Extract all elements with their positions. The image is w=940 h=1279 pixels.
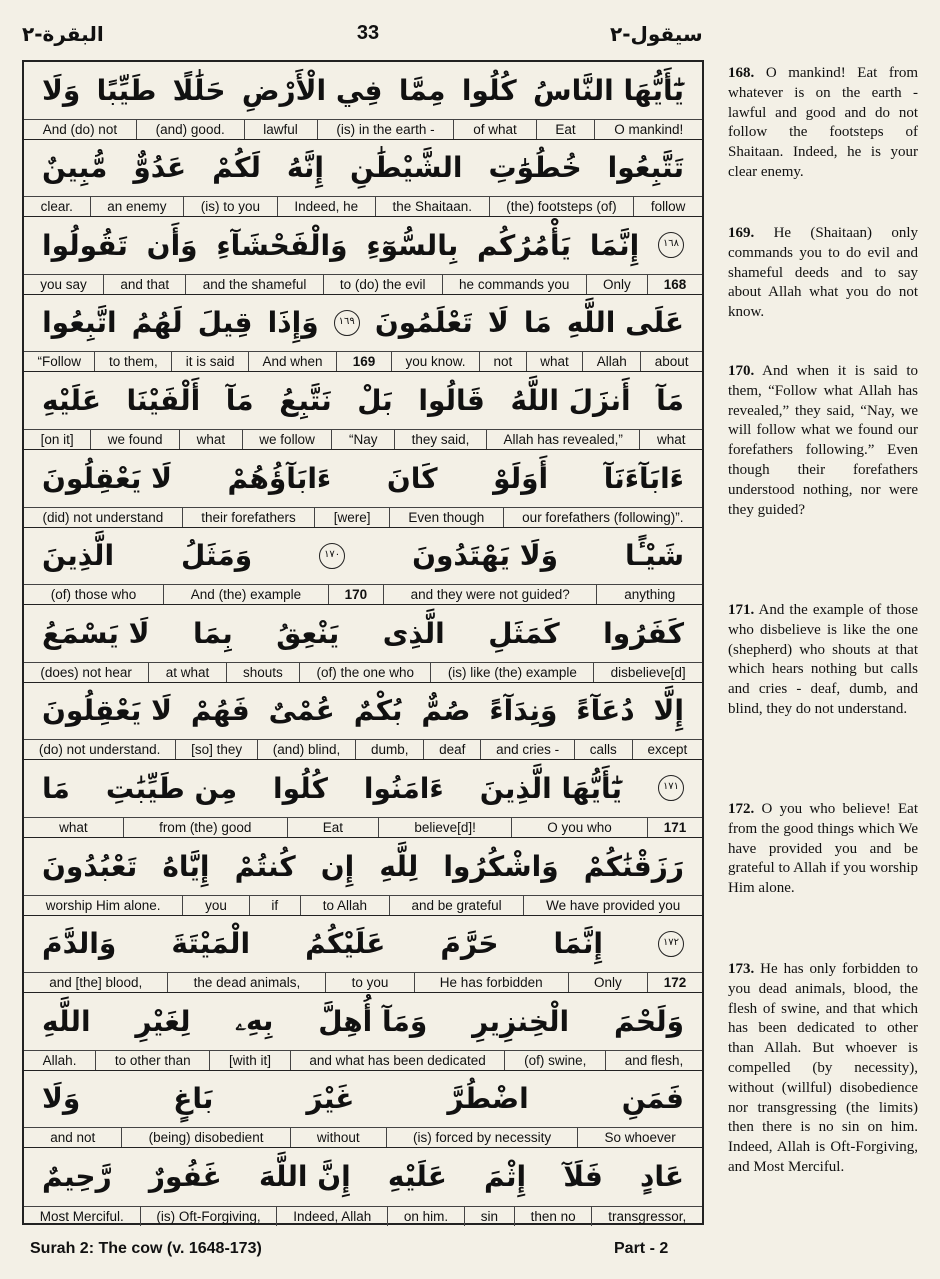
verse-block <box>24 450 702 528</box>
arabic-line <box>24 760 702 816</box>
word-meaning-cell: believe[d]! <box>378 818 511 837</box>
verse-block <box>24 760 702 838</box>
word-meaning-cell: he commands you <box>442 275 586 294</box>
word-meaning-cell: (of) swine, <box>504 1051 605 1070</box>
arabic-word: مَا <box>523 306 552 340</box>
translation-row <box>24 817 702 837</box>
arabic-word: إِنَّمَا <box>589 228 640 262</box>
word-meaning-cell: (and) good. <box>136 120 244 139</box>
word-meaning-cell: (do) not understand. <box>38 742 161 758</box>
word-meaning-cell: you know. <box>391 352 479 371</box>
translation-row <box>24 662 702 682</box>
verse-text: He has only forbidden to you dead animals, blood, the flesh of swine, and that which has been dedicated to other than Allah. But whoever is compelled (by necessity), without (willful) disobedience nor transgressing (the limits) then there is no sin on him. Indeed, Allah is Oft-Forgiving, and Most Merciful. <box>728 961 918 1175</box>
arabic-word: كُلُوا <box>273 771 328 805</box>
arabic-line <box>24 683 702 739</box>
translation-row <box>24 584 702 604</box>
verse-translation <box>728 800 918 899</box>
word-meaning-cell: of what <box>453 120 535 139</box>
arabic-word: الَّذِينَ <box>42 539 115 573</box>
verse-block <box>24 140 702 218</box>
arabic-line <box>24 528 702 584</box>
word-meaning-cell: it is said <box>171 352 248 371</box>
arabic-word: يَنْعِقُ <box>276 616 340 650</box>
arabic-word: كَانَ <box>386 461 438 495</box>
verse-number: 170. <box>728 363 755 379</box>
arabic-word: لِلَّهِ <box>379 849 419 883</box>
arabic-word: تَعْلَمُونَ <box>374 306 473 340</box>
arabic-word: وَلَا <box>42 1082 81 1116</box>
arabic-word: بَاغٍ <box>173 1082 214 1116</box>
arabic-word: وَلَا يَهْتَدُونَ <box>412 539 558 573</box>
word-meaning-cell: Indeed, Allah <box>276 1207 387 1226</box>
word-meaning-cell: Only <box>586 275 647 294</box>
word-meaning-cell: (and) blind, <box>257 740 355 759</box>
arabic-word: مَآ <box>225 383 254 417</box>
arabic-word: إِثْمَ <box>484 1159 527 1193</box>
arabic-word: عَادٍ <box>639 1159 684 1193</box>
arabic-line <box>24 605 702 661</box>
verse-number: 168. <box>728 65 755 81</box>
word-meaning-cell: dumb, <box>355 740 423 759</box>
word-meaning-cell: at what <box>148 663 225 682</box>
word-meaning-cell: O mankind! <box>594 120 702 139</box>
word-meaning-cell: “Follow <box>37 354 81 370</box>
word-meaning-cell: [so] they <box>175 740 257 759</box>
arabic-word: لَا يَسْمَعُ <box>42 616 150 650</box>
word-meaning-cell: and cries - <box>480 740 574 759</box>
arabic-word: بَلْ <box>357 383 393 417</box>
arabic-word: طَيِّبًا <box>96 73 157 107</box>
word-meaning-cell: [with it] <box>209 1051 289 1070</box>
verse-text: He (Shaitaan) only commands you to do evil and shameful deeds and to say about Allah what you do not know. <box>728 225 918 321</box>
verse-number-cell: 169 <box>336 352 391 371</box>
verse-translation <box>728 601 918 720</box>
arabic-word: فَلَآ <box>563 1159 603 1193</box>
translation-row <box>24 351 702 371</box>
translation-row <box>24 739 702 759</box>
arabic-word: ءَابَآؤُهُمْ <box>227 461 332 495</box>
word-meaning-cell: Allah has revealed,” <box>486 430 639 449</box>
word-meaning-cell: to Allah <box>300 896 389 915</box>
arabic-word: الْمَيْتَةَ <box>171 927 251 961</box>
arabic-word: فَهُمْ <box>190 694 250 728</box>
word-meaning-cell: shouts <box>226 663 300 682</box>
arabic-word: رَّحِيمٌ <box>42 1159 112 1193</box>
arabic-word: مِمَّا <box>398 73 446 107</box>
word-meaning-cell: We have provided you <box>523 896 702 915</box>
arabic-word: لِغَيْرِ <box>135 1004 191 1038</box>
word-meaning-cell: to them, <box>94 352 171 371</box>
word-meaning-cell: to you <box>325 973 413 992</box>
word-meaning-cell: (is) forced by necessity <box>386 1128 577 1147</box>
verse-text: And when it is said to them, “Follow what Allah has revealed,” they said, “Nay, we will follow what we found our forefathers following.” Even though their forefathers understood nothing, nor were they guided? <box>728 363 918 518</box>
arabic-word: لَهُمُ <box>131 306 183 340</box>
arabic-word: لَا <box>487 306 509 340</box>
translation-row <box>24 895 702 915</box>
arabic-word: يَأْمُرُكُم <box>477 228 572 262</box>
translation-row <box>24 119 702 139</box>
verse-number-cell: 171 <box>647 818 702 837</box>
arabic-word: اضْطُرَّ <box>447 1082 529 1116</box>
verse-block <box>24 1148 702 1226</box>
word-meaning-cell: the dead animals, <box>167 973 325 992</box>
word-meaning-cell: [on it] <box>40 431 74 447</box>
arabic-word: وَإِذَا <box>267 306 319 340</box>
word-meaning-cell: to (do) the evil <box>323 275 442 294</box>
arabic-word: شَيْـًٔا <box>624 539 684 573</box>
verse-block <box>24 62 702 140</box>
arabic-word: فَمَنِ <box>621 1082 684 1116</box>
word-meaning-cell: (being) disobedient <box>121 1128 289 1147</box>
verse-text: And the example of those who disbelieve is like the one (shepherd) who shouts at that which hears nothing but calls and cries - deaf, dumb, and blind, they do not understand. <box>728 602 918 717</box>
word-meaning-cell: disbelieve[d] <box>593 663 702 682</box>
word-meaning-cell: not <box>479 352 526 371</box>
word-meaning-cell: O you who <box>511 818 647 837</box>
arabic-word: مَا <box>42 771 70 805</box>
arabic-word: إِلَّا <box>653 694 684 728</box>
part-number: Part - 2 <box>614 1240 669 1257</box>
word-meaning-cell: we follow <box>242 430 332 449</box>
word-meaning-cell: you <box>182 896 248 915</box>
arabic-word: قَالُوا <box>418 383 485 417</box>
arabic-word: أَنزَلَ اللَّهُ <box>510 383 631 417</box>
verse-block <box>24 217 702 295</box>
word-meaning-cell: on him. <box>387 1207 464 1226</box>
ayah-number-marker: ١٧٠ <box>319 543 345 569</box>
verse-number-cell: 172 <box>647 973 702 992</box>
arabic-word: بِهِۦ <box>235 1004 274 1038</box>
word-meaning-cell: transgressor, <box>591 1207 702 1226</box>
word-meaning-cell: except <box>632 740 702 759</box>
arabic-word: اتَّبِعُوا <box>42 306 117 340</box>
arabic-word: وَلَحْمَ <box>613 1004 684 1038</box>
arabic-word: عَلَيْكُمُ <box>305 927 386 961</box>
word-meaning-cell: (is) in the earth - <box>317 120 454 139</box>
word-meaning-cell: then no <box>514 1207 592 1226</box>
word-meaning-cell: Indeed, he <box>277 197 375 216</box>
word-meaning-cell: you say <box>40 276 87 292</box>
verse-text: O mankind! Eat from whatever is on the earth - lawful and good and do not follow the footsteps of Shaitaan. Indeed, he is your clear enemy. <box>728 65 919 180</box>
word-meaning-cell: And when <box>248 352 336 371</box>
word-meaning-cell: Eat <box>536 120 595 139</box>
arabic-word: عَلَى اللَّهِ <box>566 306 684 340</box>
word-meaning-cell: and be grateful <box>389 896 524 915</box>
verse-block <box>24 1071 702 1149</box>
arabic-word: أَوَلَوْ <box>493 461 549 495</box>
verse-number-cell: 168 <box>647 275 702 294</box>
word-by-word-grid <box>22 60 704 1225</box>
arabic-word: وَاشْكُرُوا <box>443 849 559 883</box>
arabic-word: مِن طَيِّبَٰتِ <box>105 771 238 805</box>
arabic-word: كُنتُمْ <box>234 849 296 883</box>
arabic-word: عُمْىٌ <box>268 694 335 728</box>
arabic-word: الَّذِى <box>382 616 445 650</box>
arabic-word: نَتَّبِعُ <box>279 383 332 417</box>
word-meaning-cell: lawful <box>244 120 317 139</box>
arabic-word: عَدُوٌّ <box>133 151 187 185</box>
ayah-number-marker: ١٦٩ <box>334 310 360 336</box>
word-meaning-cell: and flesh, <box>605 1051 702 1070</box>
word-meaning-cell: And (do) not <box>42 121 118 137</box>
arabic-word: غَيْرَ <box>306 1082 355 1116</box>
word-meaning-cell: (did) not understand <box>42 509 164 525</box>
arabic-word: رَزَقْنَٰكُمْ <box>583 849 684 883</box>
verse-translation <box>728 960 918 1178</box>
word-meaning-cell: to other than <box>95 1051 209 1070</box>
word-meaning-cell: their forefathers <box>182 508 314 527</box>
arabic-word: قِيلَ <box>197 306 253 340</box>
word-meaning-cell: and what has been dedicated <box>290 1051 505 1070</box>
arabic-word: ءَامَنُوا <box>363 771 444 805</box>
word-meaning-cell: if <box>249 896 300 915</box>
word-meaning-cell: about <box>640 352 702 371</box>
word-meaning-cell: clear. <box>40 199 73 215</box>
arabic-line <box>24 916 702 972</box>
arabic-word: وَأَن <box>146 228 198 262</box>
arabic-line <box>24 372 702 428</box>
arabic-line <box>24 993 702 1049</box>
verse-block <box>24 683 702 761</box>
arabic-line <box>24 838 702 894</box>
word-meaning-cell: and [the] blood, <box>49 975 143 991</box>
arabic-word: أَلْفَيْنَا <box>126 383 201 417</box>
word-meaning-cell: what <box>639 430 702 449</box>
word-meaning-cell: an enemy <box>90 197 184 216</box>
word-meaning-cell: And (the) example <box>163 585 328 604</box>
arabic-word: غَفُورٌ <box>148 1159 222 1193</box>
word-meaning-cell: (is) to you <box>183 197 277 216</box>
arabic-line <box>24 1071 702 1127</box>
arabic-word: دُعَآءً <box>576 694 635 728</box>
arabic-word: الشَّيْطَٰنِ <box>349 151 463 185</box>
arabic-word: إِنَّهُ <box>286 151 324 185</box>
arabic-word: يَٰٓأَيُّهَا الَّذِينَ <box>479 771 623 805</box>
arabic-word: بِالسُّوٓءِ <box>366 228 459 262</box>
arabic-word: لَا يَعْقِلُونَ <box>42 694 172 728</box>
word-meaning-cell: and that <box>103 275 185 294</box>
translation-row <box>24 972 702 992</box>
word-meaning-cell: Allah <box>582 352 640 371</box>
word-meaning-cell: what <box>59 819 88 835</box>
arabic-word: وَلَا <box>42 73 81 107</box>
arabic-word: لَكُمْ <box>212 151 261 185</box>
verse-translation <box>728 362 918 520</box>
ayah-number-marker: ١٧١ <box>658 775 684 801</box>
arabic-word: مُّبِينٌ <box>42 151 108 185</box>
word-meaning-cell: calls <box>574 740 632 759</box>
verse-block <box>24 528 702 606</box>
word-meaning-cell: we found <box>90 430 179 449</box>
verse-number: 169. <box>728 225 755 241</box>
word-meaning-cell: from (the) good <box>123 818 287 837</box>
arabic-word: كُلُوا <box>461 73 517 107</box>
translation-row <box>24 429 702 449</box>
arabic-word: بِمَا <box>193 616 233 650</box>
surah-name-arabic: البقرة-٢ <box>22 22 104 46</box>
arabic-word: كَفَرُوا <box>603 616 684 650</box>
arabic-word: وَنِدَآءً <box>489 694 558 728</box>
ayah-number-marker: ١٦٨ <box>658 232 684 258</box>
verse-number: 173. <box>728 961 755 977</box>
word-meaning-cell: follow <box>633 197 702 216</box>
verse-block <box>24 605 702 683</box>
word-meaning-cell: anything <box>596 585 702 604</box>
verse-translation <box>728 64 918 183</box>
word-meaning-cell: and not <box>50 1130 96 1146</box>
word-meaning-cell: what <box>526 352 583 371</box>
verse-translation <box>728 224 918 323</box>
arabic-word: صُمٌّ <box>421 694 471 728</box>
arabic-line <box>24 140 702 196</box>
translation-row <box>24 507 702 527</box>
verse-block <box>24 295 702 373</box>
arabic-word: ءَابَآءَنَآ <box>603 461 684 495</box>
arabic-line <box>24 217 702 273</box>
verse-number-cell: 170 <box>328 585 383 604</box>
arabic-word: خُطُوَٰتِ <box>488 151 582 185</box>
arabic-line <box>24 450 702 506</box>
page-number: 33 <box>356 22 380 44</box>
arabic-word: حَلَٰلًا <box>172 73 226 107</box>
translation-row <box>24 274 702 294</box>
arabic-word: الْخِنزِيرِ <box>472 1004 570 1038</box>
arabic-word: عَلَيْهِ <box>387 1159 447 1193</box>
arabic-word: تَقُولُوا <box>42 228 128 262</box>
arabic-word: بُكْمٌ <box>353 694 403 728</box>
translation-row <box>24 1206 702 1226</box>
word-meaning-cell: Eat <box>287 818 379 837</box>
translation-row <box>24 1127 702 1147</box>
arabic-word: حَرَّمَ <box>440 927 499 961</box>
surah-reference: Surah 2: The cow (v. 1648-173) <box>30 1240 262 1257</box>
verse-block <box>24 916 702 994</box>
arabic-word: وَمَثَلُ <box>181 539 253 573</box>
arabic-word: وَالدَّمَ <box>42 927 117 961</box>
word-meaning-cell: He has forbidden <box>414 973 568 992</box>
word-meaning-cell: (of) those who <box>50 587 137 603</box>
word-meaning-cell: what <box>179 430 242 449</box>
arabic-word: لَا يَعْقِلُونَ <box>42 461 172 495</box>
word-meaning-cell: (of) the one who <box>299 663 430 682</box>
verse-text: O you who believe! Eat from the good things which We have provided you and be grateful to Allah if you worship Him alone. <box>728 801 918 897</box>
word-meaning-cell: (is) like (the) example <box>430 663 593 682</box>
arabic-word: اللَّهِ <box>42 1004 91 1038</box>
arabic-word: إِنَّمَا <box>553 927 603 961</box>
word-meaning-cell: (is) Oft-Forgiving, <box>140 1207 277 1226</box>
word-meaning-cell: and the shameful <box>185 275 322 294</box>
word-meaning-cell: sin <box>464 1207 514 1226</box>
word-meaning-cell: So whoever <box>577 1128 702 1147</box>
arabic-word: كَمَثَلِ <box>488 616 560 650</box>
word-meaning-cell: without <box>290 1128 386 1147</box>
verse-block <box>24 993 702 1071</box>
arabic-word: وَالْفَحْشَآءِ <box>216 228 348 262</box>
arabic-word: إِيَّاهُ <box>162 849 210 883</box>
arabic-word: إِنَّ اللَّهَ <box>258 1159 351 1193</box>
juz-name-arabic: سيقول-٢ <box>610 22 703 46</box>
word-meaning-cell: Only <box>568 973 647 992</box>
word-meaning-cell: worship Him alone. <box>45 897 161 913</box>
verse-block <box>24 372 702 450</box>
translation-row <box>24 196 702 216</box>
arabic-word: عَلَيْهِ <box>42 383 101 417</box>
verse-block <box>24 838 702 916</box>
arabic-word: إِن <box>320 849 355 883</box>
arabic-word: مَآ <box>656 383 684 417</box>
arabic-line <box>24 1148 702 1204</box>
word-meaning-cell: they said, <box>394 430 486 449</box>
word-meaning-cell: [were] <box>314 508 389 527</box>
word-meaning-cell: our forefathers (following)”. <box>503 508 702 527</box>
arabic-line <box>24 295 702 351</box>
word-meaning-cell: (the) footsteps (of) <box>489 197 634 216</box>
ayah-number-marker: ١٧٢ <box>658 931 684 957</box>
arabic-word: يَٰٓأَيُّهَا النَّاسُ <box>533 73 684 107</box>
verse-number: 171. <box>728 602 755 618</box>
word-meaning-cell: and they were not guided? <box>383 585 597 604</box>
word-meaning-cell: Even though <box>389 508 503 527</box>
word-meaning-cell: (does) not hear <box>40 664 132 680</box>
verse-number: 172. <box>728 801 755 817</box>
arabic-word: تَتَّبِعُوا <box>607 151 684 185</box>
translation-row <box>24 1050 702 1070</box>
word-meaning-cell: “Nay <box>331 430 394 449</box>
arabic-line <box>24 62 702 118</box>
word-meaning-cell: the Shaitaan. <box>375 197 489 216</box>
word-meaning-cell: Allah. <box>42 1052 77 1068</box>
word-meaning-cell: Most Merciful. <box>39 1208 124 1224</box>
word-meaning-cell: deaf <box>423 740 480 759</box>
arabic-word: تَعْبُدُونَ <box>42 849 138 883</box>
arabic-word: وَمَآ أُهِلَّ <box>318 1004 428 1038</box>
arabic-word: فِي الْأَرْضِ <box>241 73 383 107</box>
